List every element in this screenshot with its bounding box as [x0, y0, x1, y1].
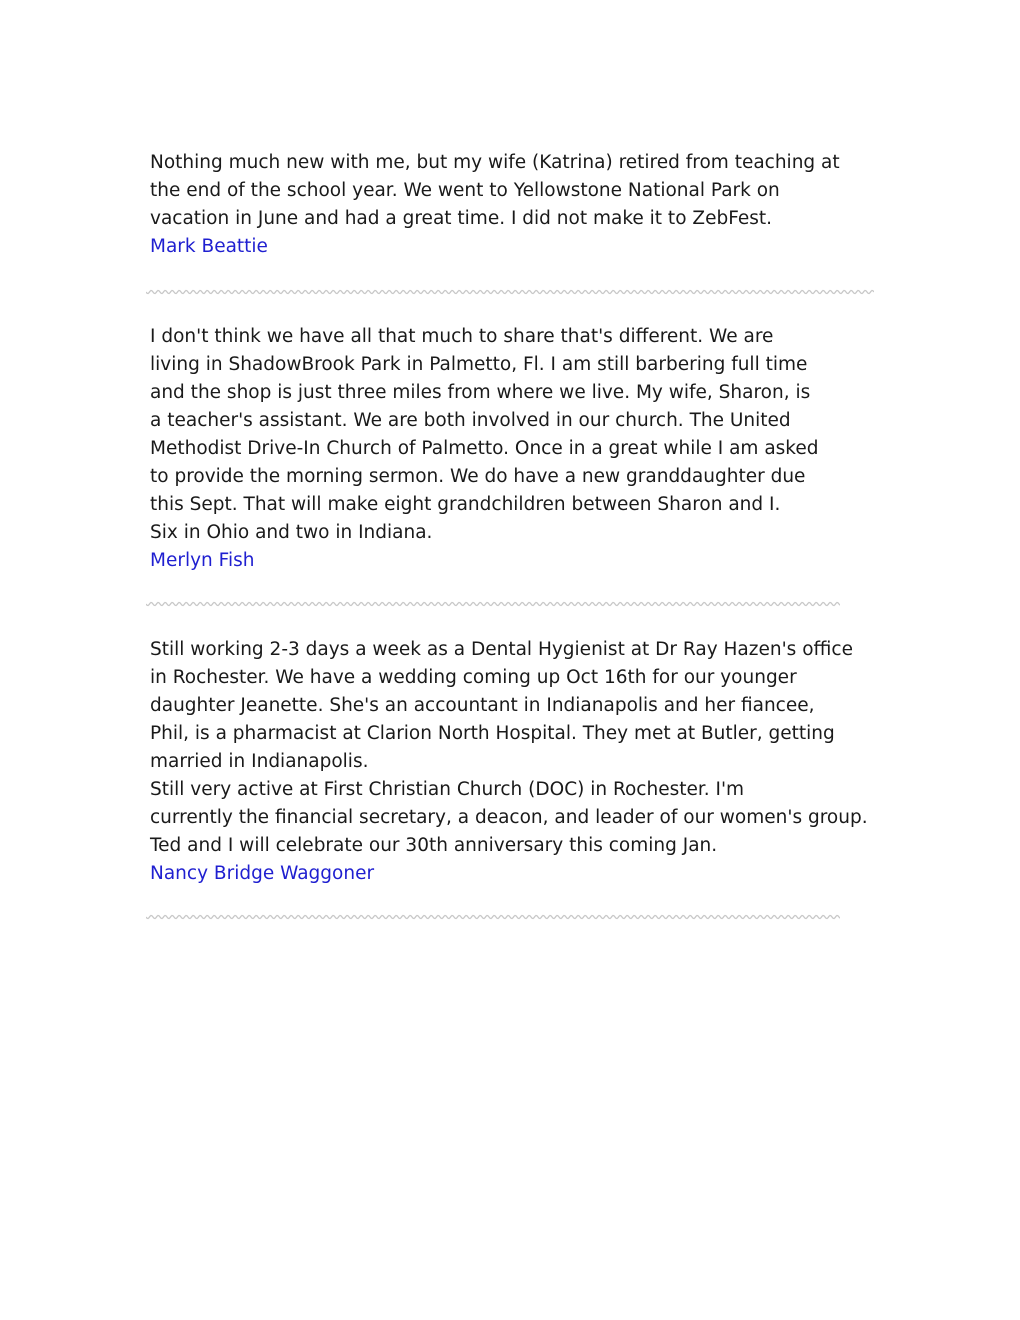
wavy-divider-line [146, 600, 840, 608]
entry-text-line: I don't think we have all that much to share that's different. We are [150, 326, 774, 347]
entry-text-line: Still working 2-3 days a week as a Dental Hygienist at Dr Ray Hazen's office [150, 639, 853, 660]
entry-text-line: this Sept. That will make eight grandchildren between Sharon and I. [150, 494, 781, 515]
author-name: Nancy Bridge Waggoner [150, 863, 375, 884]
entry-text-line: and the shop is just three miles from where we live. My wife, Sharon, is [150, 382, 811, 403]
wavy-divider-path [146, 602, 840, 605]
author-name: Merlyn Fish [150, 550, 255, 571]
entry-text-line: the end of the school year. We went to Yellowstone National Park on [150, 180, 780, 201]
wavy-divider [146, 913, 840, 921]
entry-text-line: Methodist Drive-In Church of Palmetto. Once in a great while I am asked [150, 438, 819, 459]
entry-text-line: in Rochester. We have a wedding coming up Oct 16th for our younger [150, 667, 797, 688]
wavy-divider-line [146, 913, 840, 921]
wavy-divider [146, 288, 874, 296]
entry-text-line: Still very active at First Christian Church (DOC) in Rochester. I'm [150, 779, 745, 800]
entry-mark-beattie [150, 149, 880, 261]
entry-text-line: living in ShadowBrook Park in Palmetto, Fl. I am still barbering full time [150, 354, 808, 375]
entry-text-line: Six in Ohio and two in Indiana. [150, 522, 433, 543]
entry-merlyn-fish [150, 323, 880, 575]
entry-text-line: currently the financial secretary, a deacon, and leader of our women's group. [150, 807, 868, 828]
entry-text-line: daughter Jeanette. She's an accountant in Indianapolis and her fiancee, [150, 695, 815, 716]
entry-nancy-bridge-waggoner [150, 636, 880, 888]
entry-text-line: a teacher's assistant. We are both involved in our church. The United [150, 410, 791, 431]
entry-text-line: Nothing much new with me, but my wife (Katrina) retired from teaching at [150, 152, 840, 173]
wavy-divider-line [146, 288, 874, 296]
entry-text-line: Ted and I will celebrate our 30th anniversary this coming Jan. [150, 835, 718, 856]
wavy-divider [146, 600, 840, 608]
entry-text-line: Phil, is a pharmacist at Clarion North Hospital. They met at Butler, getting [150, 723, 835, 744]
author-name: Mark Beattie [150, 236, 268, 257]
wavy-divider-path [146, 915, 840, 918]
wavy-divider-path [146, 290, 874, 293]
entry-text-line: married in Indianapolis. [150, 751, 369, 772]
entry-text-line: to provide the morning sermon. We do have a new granddaughter due [150, 466, 806, 487]
entry-text-line: vacation in June and had a great time. I did not make it to ZebFest. [150, 208, 772, 229]
